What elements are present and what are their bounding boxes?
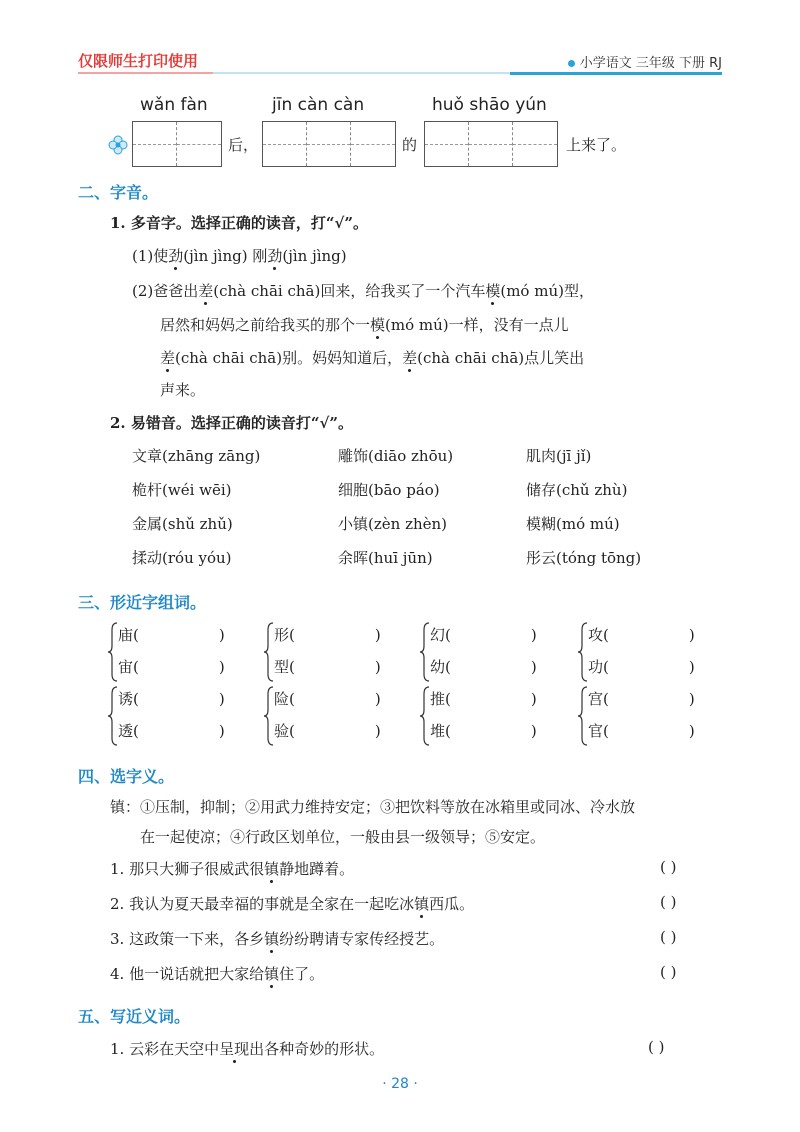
q2-options[interactable]: (diāo zhōu) (368, 447, 454, 465)
q2-options[interactable]: (róu yóu) (162, 549, 232, 567)
text-after: 后， (228, 136, 259, 154)
answer-blank-open[interactable]: ( (133, 722, 139, 740)
s3-char: 形 (274, 626, 290, 644)
q2-options[interactable]: (jī jǐ) (556, 447, 592, 465)
course-label: 小学语文 三年级 下册 RJ (579, 56, 722, 71)
answer-blank-close: ) (218, 626, 225, 644)
answer-blank-open[interactable]: ( (603, 658, 609, 676)
answer-blank-close: ) (530, 722, 537, 740)
s3-word-row (274, 688, 381, 709)
s3-word-row (588, 688, 695, 709)
answer-blank-open[interactable]: ( (445, 626, 451, 644)
header-watermark: 仅限师生打印使用 (78, 52, 199, 70)
s3-char: 透 (118, 722, 134, 740)
section-title-5: 五、写近义词。 (78, 1007, 191, 1026)
answer-blank-open[interactable]: ( (289, 722, 295, 740)
s3-word-row (274, 720, 381, 741)
answer-blank-close: ) (218, 722, 225, 740)
s4-text: 2. 我认为夏天最幸福的事就是全家在一起吃冰 (110, 895, 415, 913)
dotted-char: 镇 (414, 895, 430, 913)
writing-box-1[interactable] (132, 121, 222, 167)
answer-blank-open[interactable]: ( (289, 690, 295, 708)
s4-item (110, 928, 444, 949)
q2-item (526, 479, 627, 500)
s5-answer-blank[interactable]: ( ) (648, 1038, 665, 1056)
q2-item (338, 513, 447, 534)
brace-icon (420, 622, 430, 682)
q2-item (526, 445, 591, 466)
s4-item (110, 893, 474, 914)
question-2-title: 2. 易错音。选择正确的读音打“√”。 (110, 414, 353, 432)
s3-word-row (588, 720, 695, 741)
answer-blank-open[interactable]: ( (133, 626, 139, 644)
brace-icon (264, 686, 274, 746)
s3-word-row (274, 624, 381, 645)
s4-answer-blank[interactable]: ( ) (660, 963, 677, 981)
answer-blank-close: ) (688, 626, 695, 644)
pinyin-huoshaoyun: huǒ shāo yún (432, 95, 547, 115)
text-shanglaile: 上来了。 (566, 136, 627, 154)
s4-text: 4. 他一说话就把大家给 (110, 965, 265, 983)
s4-text: 1. 那只大狮子很威武很 (110, 860, 265, 878)
answer-blank-open[interactable]: ( (133, 690, 139, 708)
s3-char: 官 (588, 722, 604, 740)
q2-item (338, 479, 440, 500)
s4-item (110, 858, 354, 879)
s3-word-row (118, 656, 225, 677)
q2-options[interactable]: (huī jūn) (368, 549, 433, 567)
section-title-2: 二、字音。 (78, 183, 159, 202)
brace-icon (108, 622, 118, 682)
q2-word: 金属 (132, 515, 163, 533)
s4-definition-1: 镇：①压制，抑制；②用武力维持安定；③把饮料等放在冰箱里或同冰、冷水放 (110, 798, 636, 816)
q2-word: 雕饰 (338, 447, 369, 465)
section-title-4: 四、选字义。 (78, 767, 175, 786)
s4-text: 静地蹲着。 (279, 860, 355, 878)
s3-char: 验 (274, 722, 290, 740)
q2-word: 文章 (132, 447, 163, 465)
q1-line-3: 居然和妈妈之前给我买的那个一模(mó mú)一样，没有一点儿 (160, 316, 569, 334)
answer-blank-open[interactable]: ( (289, 626, 295, 644)
writing-box-2[interactable] (262, 121, 396, 167)
brace-icon (108, 686, 118, 746)
q2-item (526, 547, 641, 568)
q2-item (132, 445, 260, 466)
s4-definition-2: 在一起使凉；④行政区划单位，一般由县一级领导；⑤安定。 (140, 828, 546, 846)
s3-word-row (118, 720, 225, 741)
flower-icon (108, 135, 128, 155)
q1-line-4: 差(chà chāi chā)别。妈妈知道后，差(chà chāi chā)点儿笑出 (160, 349, 585, 367)
s4-answer-blank[interactable]: ( ) (660, 858, 677, 876)
q2-options[interactable]: (chǔ zhù) (556, 481, 628, 499)
q2-item (526, 513, 620, 534)
q2-word: 彤云 (526, 549, 557, 567)
s3-word-row (118, 624, 225, 645)
answer-blank-open[interactable]: ( (133, 658, 139, 676)
s4-text: 住了。 (279, 965, 325, 983)
s3-word-row (118, 688, 225, 709)
s3-char: 宫 (588, 690, 604, 708)
s3-char: 幼 (430, 658, 446, 676)
answer-blank-close: ) (530, 690, 537, 708)
s3-char: 推 (430, 690, 446, 708)
q2-word: 余晖 (338, 549, 369, 567)
answer-blank-close: ) (374, 690, 381, 708)
answer-blank-open[interactable]: ( (603, 722, 609, 740)
s3-word-row (430, 720, 537, 741)
section-title-3: 三、形近字组词。 (78, 593, 207, 612)
s3-char: 型 (274, 658, 290, 676)
s3-char: 诱 (118, 690, 134, 708)
answer-blank-close: ) (218, 658, 225, 676)
answer-blank-close: ) (530, 626, 537, 644)
s3-char: 幻 (430, 626, 446, 644)
question-1-title: 1. 多音字。选择正确的读音，打“√”。 (110, 214, 368, 232)
answer-blank-close: ) (374, 658, 381, 676)
brace-icon (264, 622, 274, 682)
q2-item (132, 479, 232, 500)
answer-blank-open[interactable]: ( (445, 658, 451, 676)
q1-line-1: (1)使劲(jìn jìng) 刚劲(jìn jìng) (132, 247, 347, 265)
brace-icon (578, 622, 588, 682)
q2-item (338, 547, 433, 568)
header-course-info (568, 52, 722, 71)
answer-blank-open[interactable]: ( (289, 658, 295, 676)
answer-blank-open[interactable]: ( (603, 690, 609, 708)
s3-word-row (588, 656, 695, 677)
q2-options[interactable]: (wéi wēi) (162, 481, 232, 499)
s5-item-1: 1. 云彩在天空中呈现出各种奇妙的形状。 (110, 1040, 385, 1058)
answer-blank-open[interactable]: ( (603, 626, 609, 644)
q1-line-5: 声来。 (160, 381, 206, 399)
s4-answer-blank[interactable]: ( ) (660, 928, 677, 946)
q2-word: 储存 (526, 481, 557, 499)
s3-word-row (588, 624, 695, 645)
s3-word-row (430, 656, 537, 677)
s3-char: 宙 (118, 658, 134, 676)
brace-icon (420, 686, 430, 746)
answer-blank-close: ) (530, 658, 537, 676)
s3-char: 险 (274, 690, 290, 708)
dotted-char: 镇 (264, 860, 280, 878)
pinyin-wanfan: wǎn fàn (140, 95, 208, 115)
answer-blank-open[interactable]: ( (445, 722, 451, 740)
q2-options[interactable]: (bāo páo) (368, 481, 440, 499)
q2-word: 揉动 (132, 549, 163, 567)
s3-word-row (430, 624, 537, 645)
answer-blank-close: ) (688, 690, 695, 708)
answer-blank-close: ) (688, 722, 695, 740)
s3-char: 攻 (588, 626, 604, 644)
s3-word-row (274, 656, 381, 677)
s3-char: 堆 (430, 722, 446, 740)
bullet-icon (568, 60, 575, 67)
answer-blank-open[interactable]: ( (445, 690, 451, 708)
answer-blank-close: ) (218, 690, 225, 708)
answer-blank-close: ) (374, 626, 381, 644)
q2-item (132, 513, 233, 534)
q2-options[interactable]: (zèn zhèn) (368, 515, 448, 533)
brace-icon (578, 686, 588, 746)
dotted-char: 镇 (264, 965, 280, 983)
s4-text: 3. 这政策一下来，各乡 (110, 930, 265, 948)
q2-word: 桅杆 (132, 481, 163, 499)
pinyin-jincancan: jīn càn càn (272, 95, 365, 115)
s3-char: 庙 (118, 626, 134, 644)
s4-text: 西瓜。 (429, 895, 475, 913)
answer-blank-close: ) (688, 658, 695, 676)
q2-word: 细胞 (338, 481, 369, 499)
q2-item (132, 547, 232, 568)
s3-char: 功 (588, 658, 604, 676)
dotted-char: 镇 (264, 930, 280, 948)
header-rule-accent (510, 72, 722, 75)
s3-word-row (430, 688, 537, 709)
answer-blank-close: ) (374, 722, 381, 740)
q2-options[interactable]: (tóng tōng) (556, 549, 642, 567)
q2-word: 模糊 (526, 515, 557, 533)
q2-options[interactable]: (shǔ zhǔ) (162, 515, 233, 533)
s4-text: 纷纷聘请专家传经授艺。 (279, 930, 445, 948)
q2-options[interactable]: (zhāng zāng) (162, 447, 261, 465)
q2-options[interactable]: (mó mú) (556, 515, 620, 533)
s4-answer-blank[interactable]: ( ) (660, 893, 677, 911)
s4-item (110, 963, 324, 984)
header-rule-accent-left (78, 72, 213, 74)
writing-box-3[interactable] (424, 121, 558, 167)
q1-line-2: (2)爸爸出差(chà chāi chā)回来，给我买了一个汽车模(mó mú)型， (132, 282, 594, 300)
q2-word: 肌肉 (526, 447, 557, 465)
page-number: · 28 · (382, 1076, 418, 1092)
q2-word: 小镇 (338, 515, 369, 533)
text-de: 的 (402, 136, 418, 154)
q2-item (338, 445, 453, 466)
